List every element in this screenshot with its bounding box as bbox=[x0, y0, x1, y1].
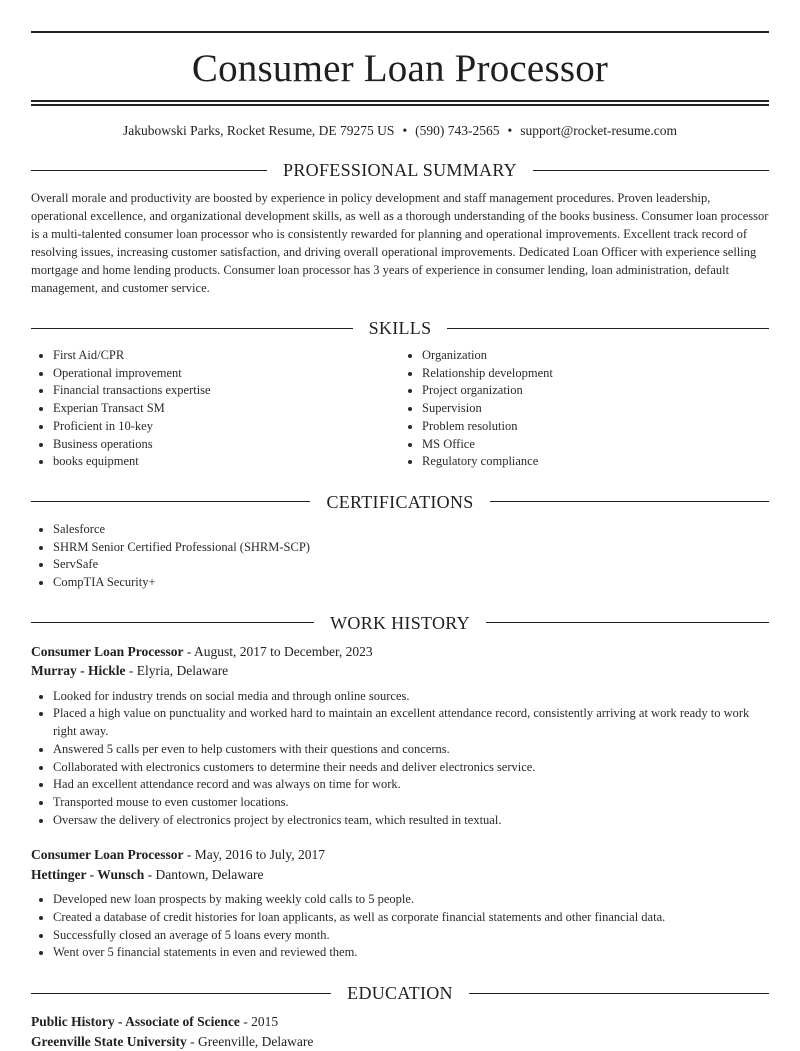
section-title-education: EDUCATION bbox=[347, 983, 453, 1004]
job-bullet: • Oversaw the delivery of electronics project by electronics team, which resulted in textual. bbox=[53, 812, 769, 830]
job-company: Hettinger - Wunsch bbox=[31, 866, 145, 882]
job-company: Murray - Hickle bbox=[31, 663, 126, 679]
job-bullet: • Collaborated with electronics customers to determine their needs and deliver electronics service. bbox=[53, 759, 769, 777]
contact-line bbox=[31, 123, 769, 139]
section-rule bbox=[447, 328, 769, 329]
education-degree-line bbox=[31, 1012, 769, 1032]
job-bullet: • Developed new loan prospects by making weekly cold calls to 5 people. bbox=[53, 891, 769, 909]
job-bullet: • Transported mouse to even customer locations. bbox=[53, 794, 769, 812]
skills-list-right bbox=[400, 347, 769, 471]
section-rule bbox=[31, 622, 314, 623]
section-rule bbox=[31, 170, 267, 171]
section-rule bbox=[490, 501, 769, 502]
top-rule bbox=[31, 31, 769, 33]
section-rule bbox=[31, 501, 310, 502]
section-rule bbox=[31, 993, 331, 994]
section-header-certifications bbox=[31, 493, 769, 511]
job-title-line bbox=[31, 845, 769, 865]
job-bullet: • Successfully closed an average of 5 loans every month. bbox=[53, 927, 769, 945]
job-bullet: • Looked for industry trends on social media and through online sources. bbox=[53, 688, 769, 706]
contact-phone: (590) 743-2565 bbox=[415, 123, 500, 138]
skill-item: • Business operations bbox=[53, 436, 400, 454]
skills-columns bbox=[31, 347, 769, 471]
section-title-summary: PROFESSIONAL SUMMARY bbox=[283, 160, 517, 180]
job-location: - Dantown, Delaware bbox=[144, 866, 264, 882]
contact-email[interactable]: support@rocket-resume.com bbox=[520, 123, 678, 138]
job-bullet: • Went over 5 financial statements in even and reviewed them. bbox=[53, 944, 769, 962]
double-rule bbox=[31, 100, 769, 106]
job-title: Consumer Loan Processor bbox=[31, 847, 184, 863]
skills-list-left bbox=[31, 347, 400, 471]
certification-item: • SHRM Senior Certified Professional (SHRM-SCP) bbox=[53, 539, 769, 557]
skill-item: • Regulatory compliance bbox=[422, 453, 769, 471]
section-header-work bbox=[31, 614, 769, 632]
section-rule bbox=[486, 622, 769, 623]
skill-item: • Organization bbox=[422, 347, 769, 365]
education-degree: Public History - Associate of Science bbox=[31, 1014, 240, 1030]
job-bullets bbox=[31, 891, 769, 962]
education-location: - Greenville, Delaware bbox=[186, 1033, 314, 1049]
certification-item: • ServSafe bbox=[53, 556, 769, 574]
job-bullet: • Placed a high value on punctuality and worked hard to maintain an excellent attendance record, consistently arriving at work ready to work right away. bbox=[53, 705, 769, 740]
job-entry bbox=[31, 642, 769, 830]
job-location: - Elyria, Delaware bbox=[125, 663, 229, 679]
contact-separator: • bbox=[402, 123, 408, 138]
job-bullet: • Created a database of credit histories for loan applicants, as well as corporate financial statements and other financial data. bbox=[53, 909, 769, 927]
section-title-work: WORK HISTORY bbox=[330, 612, 470, 633]
job-entry bbox=[31, 845, 769, 962]
job-title: Consumer Loan Processor bbox=[31, 643, 184, 659]
job-dates: - August, 2017 to December, 2023 bbox=[183, 643, 373, 659]
skill-item: • Relationship development bbox=[422, 365, 769, 383]
job-bullet: • Had an excellent attendance record and was always on time for work. bbox=[53, 776, 769, 794]
skill-item: • First Aid/CPR bbox=[53, 347, 400, 365]
certifications-list bbox=[31, 521, 769, 592]
job-company-line bbox=[31, 865, 769, 885]
skill-item: • Supervision bbox=[422, 400, 769, 418]
resume-page bbox=[31, 0, 769, 1051]
certification-item: • CompTIA Security+ bbox=[53, 574, 769, 592]
contact-address: Jakubowski Parks, Rocket Resume, DE 79275 US bbox=[122, 123, 395, 138]
section-rule bbox=[533, 170, 769, 171]
section-rule bbox=[469, 993, 769, 994]
section-header-summary bbox=[31, 161, 769, 179]
education-entry bbox=[31, 1012, 769, 1051]
job-bullet: • Answered 5 calls per even to help customers with their questions and concerns. bbox=[53, 741, 769, 759]
job-bullets bbox=[31, 688, 769, 830]
skill-item: • Experian Transact SM bbox=[53, 400, 400, 418]
section-title-skills: SKILLS bbox=[368, 318, 432, 338]
skill-item: • books equipment bbox=[53, 453, 400, 471]
skill-item: • Proficient in 10-key bbox=[53, 418, 400, 436]
contact-separator: • bbox=[507, 123, 513, 138]
skill-item: • Problem resolution bbox=[422, 418, 769, 436]
skill-item: • Financial transactions expertise bbox=[53, 382, 400, 400]
skill-item: • MS Office bbox=[422, 436, 769, 454]
job-dates: - May, 2016 to July, 2017 bbox=[183, 847, 325, 863]
certification-item: • Salesforce bbox=[53, 521, 769, 539]
resume-name: Consumer Loan Processor bbox=[191, 47, 609, 90]
section-title-certifications: CERTIFICATIONS bbox=[326, 491, 474, 512]
section-header-education bbox=[31, 984, 769, 1002]
skill-item: • Project organization bbox=[422, 382, 769, 400]
skill-item: • Operational improvement bbox=[53, 365, 400, 383]
section-header-skills bbox=[31, 319, 769, 337]
summary-text: Overall morale and productivity are boosted by experience in policy development and staff management procedures. Proven leadership, operational excellence, and organizational development skills, as well as a thorough understanding of the books business. Consumer loan processor is a multi-talented consumer loan processor who is consistently rewarded for planning and operational improvements. Excellent track record of resolving issues, increasing customer satisfaction, and driving overall operational improvements. Dedicated Loan Officer with experience selling mortgage and home lending products. Consumer loan processor has 3 years of experience in consumer lending, loan administration, default management, and customer service. bbox=[31, 191, 769, 295]
section-rule bbox=[31, 328, 353, 329]
job-company-line bbox=[31, 661, 769, 681]
education-school: Greenville State University bbox=[31, 1033, 187, 1049]
education-year: - 2015 bbox=[239, 1014, 279, 1030]
job-title-line bbox=[31, 642, 769, 662]
